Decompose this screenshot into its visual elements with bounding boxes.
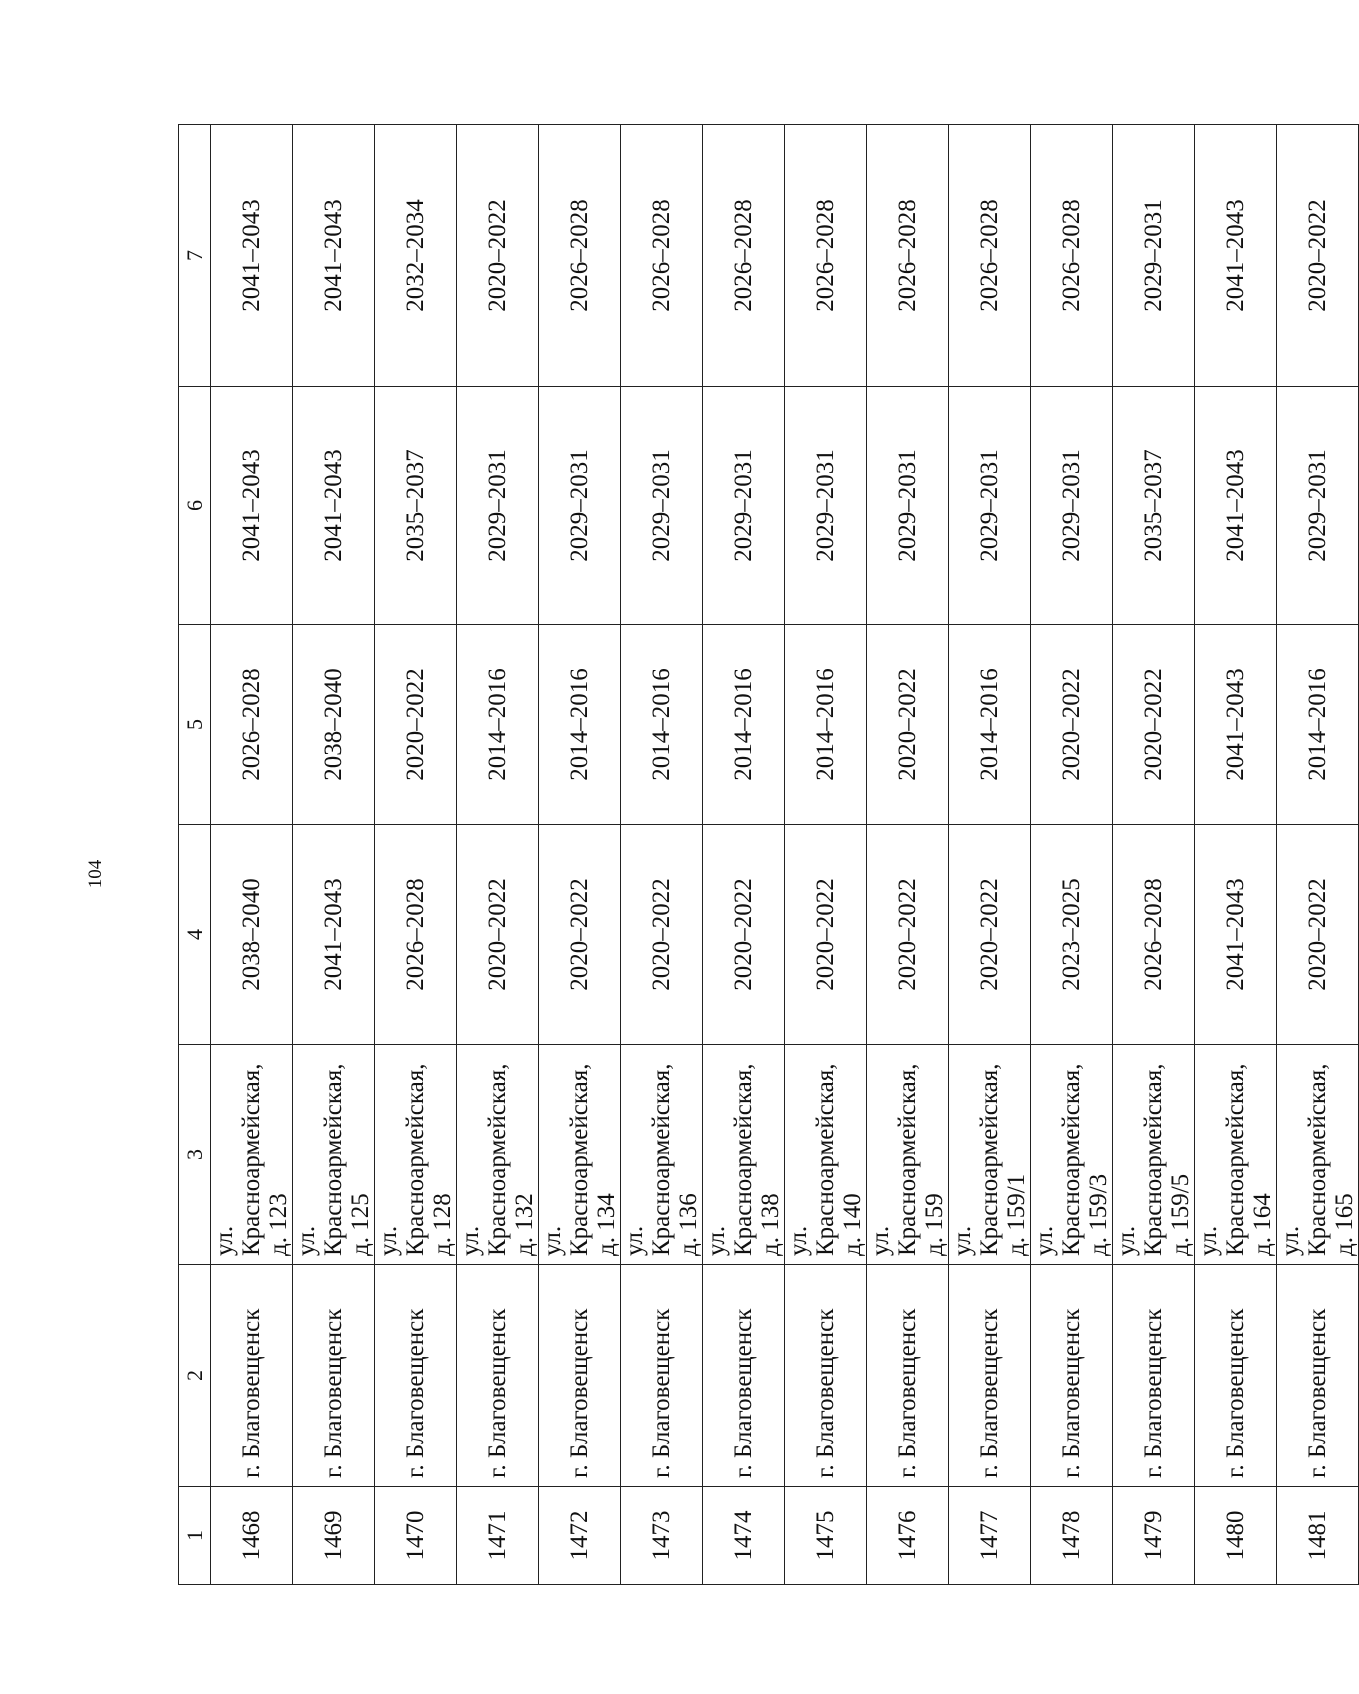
period-cell-col7: 2032–2034	[375, 125, 457, 387]
address-street: ул. Красноармейская,	[1031, 1063, 1085, 1256]
period-cell-col5: 2038–2040	[293, 625, 375, 825]
city-cell: г. Благовещенск	[703, 1265, 785, 1487]
period-cell-col4: 2023–2025	[1031, 825, 1113, 1045]
period-cell-col7: 2020–2022	[1277, 125, 1359, 387]
table-row	[211, 125, 293, 1585]
column-header-1: 1	[179, 1487, 211, 1585]
address-cell	[1031, 1045, 1113, 1265]
city-cell: г. Благовещенск	[457, 1265, 539, 1487]
period-cell-col7: 2026–2028	[703, 125, 785, 387]
table-body	[211, 125, 1359, 1585]
table-container	[178, 125, 1358, 1585]
address-cell	[1277, 1045, 1359, 1265]
address-cell	[785, 1045, 867, 1265]
row-number-cell: 1468	[211, 1487, 293, 1585]
city-cell: г. Благовещенск	[293, 1265, 375, 1487]
row-number-cell: 1479	[1113, 1487, 1195, 1585]
table-row	[1031, 125, 1113, 1585]
city-cell: г. Благовещенск	[1277, 1265, 1359, 1487]
period-cell-col4: 2020–2022	[539, 825, 621, 1045]
period-cell-col4: 2020–2022	[1277, 825, 1359, 1045]
housing-register-table	[178, 124, 1359, 1585]
city-cell: г. Благовещенск	[375, 1265, 457, 1487]
row-number-cell: 1478	[1031, 1487, 1113, 1585]
address-cell	[1113, 1045, 1195, 1265]
address-street: ул. Красноармейская,	[621, 1063, 675, 1256]
page-number: 104	[85, 859, 106, 889]
period-cell-col5: 2014–2016	[703, 625, 785, 825]
address-house: д. 164	[1249, 1193, 1276, 1256]
address-street: ул. Красноармейская,	[1195, 1063, 1249, 1256]
period-cell-col5: 2020–2022	[375, 625, 457, 825]
table-row	[867, 125, 949, 1585]
address-house: д. 125	[347, 1193, 374, 1256]
table-row	[293, 125, 375, 1585]
period-cell-col7: 2029–2031	[1113, 125, 1195, 387]
period-cell-col4: 2026–2028	[375, 825, 457, 1045]
period-cell-col6: 2029–2031	[949, 387, 1031, 625]
city-cell: г. Благовещенск	[621, 1265, 703, 1487]
address-cell	[867, 1045, 949, 1265]
period-cell-col6: 2029–2031	[867, 387, 949, 625]
table-row	[703, 125, 785, 1585]
address-cell	[293, 1045, 375, 1265]
row-number-cell: 1481	[1277, 1487, 1359, 1585]
row-number-cell: 1473	[621, 1487, 703, 1585]
period-cell-col7: 2026–2028	[621, 125, 703, 387]
period-cell-col5: 2014–2016	[539, 625, 621, 825]
period-cell-col6: 2035–2037	[1113, 387, 1195, 625]
table-row	[539, 125, 621, 1585]
city-cell: г. Благовещенск	[1195, 1265, 1277, 1487]
city-cell: г. Благовещенск	[539, 1265, 621, 1487]
address-house: д. 159	[921, 1193, 948, 1256]
address-house: д. 140	[839, 1193, 866, 1256]
table-row	[785, 125, 867, 1585]
period-cell-col5: 2026–2028	[211, 625, 293, 825]
period-cell-col5: 2014–2016	[949, 625, 1031, 825]
address-street: ул. Красноармейская,	[949, 1063, 1003, 1256]
row-number-cell: 1471	[457, 1487, 539, 1585]
address-street: ул. Красноармейская,	[539, 1063, 593, 1256]
period-cell-col4: 2041–2043	[293, 825, 375, 1045]
table-row	[621, 125, 703, 1585]
period-cell-col7: 2026–2028	[1031, 125, 1113, 387]
period-cell-col4: 2041–2043	[1195, 825, 1277, 1045]
address-street: ул. Красноармейская,	[703, 1063, 757, 1256]
period-cell-col7: 2041–2043	[293, 125, 375, 387]
period-cell-col6: 2041–2043	[293, 387, 375, 625]
period-cell-col5: 2020–2022	[1031, 625, 1113, 825]
row-number-cell: 1476	[867, 1487, 949, 1585]
address-street: ул. Красноармейская,	[293, 1063, 347, 1256]
period-cell-col5: 2020–2022	[1113, 625, 1195, 825]
address-house: д. 159/5	[1167, 1173, 1194, 1256]
address-street: ул. Красноармейская,	[867, 1063, 921, 1256]
period-cell-col6: 2041–2043	[1195, 387, 1277, 625]
column-header-6: 6	[179, 387, 211, 625]
address-cell	[621, 1045, 703, 1265]
address-cell	[211, 1045, 293, 1265]
period-cell-col4: 2038–2040	[211, 825, 293, 1045]
table-row	[1113, 125, 1195, 1585]
address-cell	[539, 1045, 621, 1265]
address-street: ул. Красноармейская,	[1113, 1063, 1167, 1256]
table-row	[949, 125, 1031, 1585]
period-cell-col5: 2014–2016	[621, 625, 703, 825]
period-cell-col6: 2029–2031	[1277, 387, 1359, 625]
city-cell: г. Благовещенск	[1113, 1265, 1195, 1487]
address-house: д. 159/3	[1085, 1173, 1112, 1256]
period-cell-col6: 2029–2031	[703, 387, 785, 625]
address-cell	[375, 1045, 457, 1265]
row-number-cell: 1472	[539, 1487, 621, 1585]
address-house: д. 134	[593, 1193, 620, 1256]
period-cell-col6: 2029–2031	[785, 387, 867, 625]
address-street: ул. Красноармейская,	[375, 1063, 429, 1256]
period-cell-col4: 2020–2022	[867, 825, 949, 1045]
period-cell-col4: 2020–2022	[785, 825, 867, 1045]
address-house: д. 128	[429, 1193, 456, 1256]
address-house: д. 132	[511, 1193, 538, 1256]
period-cell-col4: 2026–2028	[1113, 825, 1195, 1045]
address-house: д. 136	[675, 1193, 702, 1256]
table-row	[1277, 125, 1359, 1585]
address-street: ул. Красноармейская,	[211, 1063, 265, 1256]
column-header-2: 2	[179, 1265, 211, 1487]
address-cell	[1195, 1045, 1277, 1265]
address-house: д. 165	[1331, 1193, 1358, 1256]
address-house: д. 123	[265, 1193, 292, 1256]
period-cell-col7: 2026–2028	[867, 125, 949, 387]
period-cell-col5: 2014–2016	[457, 625, 539, 825]
period-cell-col7: 2020–2022	[457, 125, 539, 387]
address-house: д. 138	[757, 1193, 784, 1256]
city-cell: г. Благовещенск	[211, 1265, 293, 1487]
column-header-4: 4	[179, 825, 211, 1045]
address-cell	[457, 1045, 539, 1265]
city-cell: г. Благовещенск	[949, 1265, 1031, 1487]
period-cell-col7: 2026–2028	[785, 125, 867, 387]
period-cell-col4: 2020–2022	[949, 825, 1031, 1045]
period-cell-col4: 2020–2022	[621, 825, 703, 1045]
city-cell: г. Благовещенск	[867, 1265, 949, 1487]
address-street: ул. Красноармейская,	[785, 1063, 839, 1256]
address-house: д. 159/1	[1003, 1173, 1030, 1256]
city-cell: г. Благовещенск	[785, 1265, 867, 1487]
row-number-cell: 1474	[703, 1487, 785, 1585]
period-cell-col6: 2029–2031	[539, 387, 621, 625]
column-header-5: 5	[179, 625, 211, 825]
period-cell-col6: 2029–2031	[621, 387, 703, 625]
table-row	[457, 125, 539, 1585]
period-cell-col6: 2041–2043	[211, 387, 293, 625]
period-cell-col7: 2041–2043	[1195, 125, 1277, 387]
period-cell-col4: 2020–2022	[457, 825, 539, 1045]
column-header-3: 3	[179, 1045, 211, 1265]
period-cell-col5: 2041–2043	[1195, 625, 1277, 825]
table-row	[1195, 125, 1277, 1585]
period-cell-col7: 2026–2028	[949, 125, 1031, 387]
row-number-cell: 1477	[949, 1487, 1031, 1585]
table-header-row	[179, 125, 211, 1585]
row-number-cell: 1469	[293, 1487, 375, 1585]
period-cell-col5: 2014–2016	[1277, 625, 1359, 825]
table-row	[375, 125, 457, 1585]
address-street: ул. Красноармейская,	[457, 1063, 511, 1256]
address-cell	[703, 1045, 785, 1265]
city-cell: г. Благовещенск	[1031, 1265, 1113, 1487]
period-cell-col5: 2014–2016	[785, 625, 867, 825]
period-cell-col6: 2029–2031	[457, 387, 539, 625]
row-number-cell: 1475	[785, 1487, 867, 1585]
row-number-cell: 1480	[1195, 1487, 1277, 1585]
column-header-7: 7	[179, 125, 211, 387]
period-cell-col7: 2041–2043	[211, 125, 293, 387]
period-cell-col4: 2020–2022	[703, 825, 785, 1045]
address-cell	[949, 1045, 1031, 1265]
address-street: ул. Красноармейская,	[1277, 1063, 1331, 1256]
period-cell-col6: 2029–2031	[1031, 387, 1113, 625]
period-cell-col7: 2026–2028	[539, 125, 621, 387]
row-number-cell: 1470	[375, 1487, 457, 1585]
period-cell-col6: 2035–2037	[375, 387, 457, 625]
period-cell-col5: 2020–2022	[867, 625, 949, 825]
